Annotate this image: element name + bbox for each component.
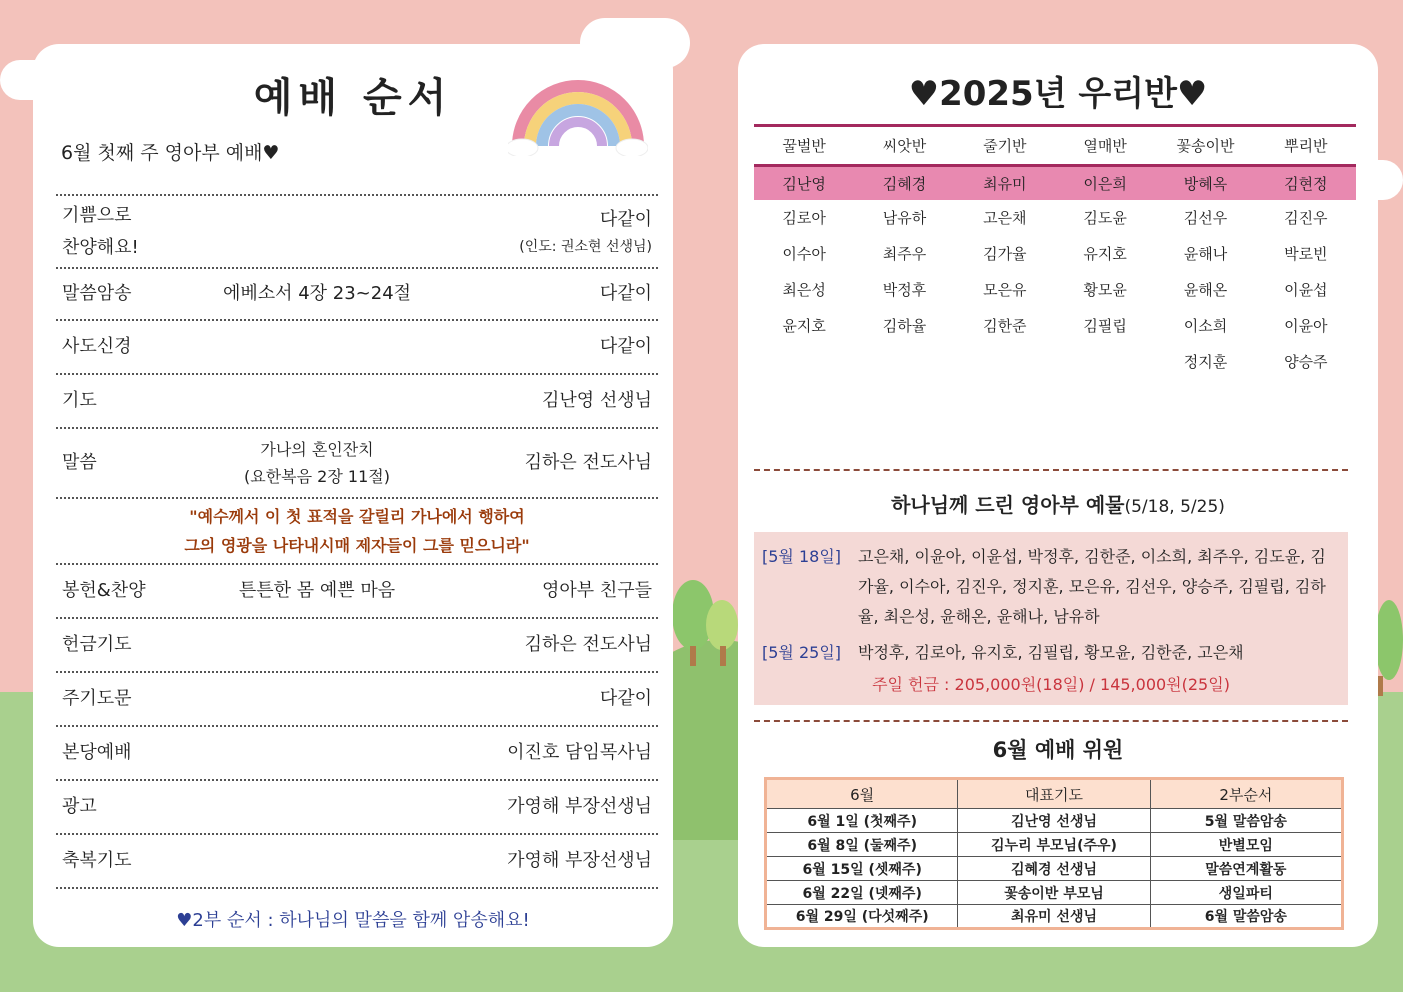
offering-names: 고은채, 이윤아, 이윤섭, 박정후, 김한준, 이소희, 최주우, 김도윤, 김가율, 이수아, 김진우, 정지훈, 모은유, 김선우, 양승주, 김필립, 김하율, 최은성, 윤해온, 윤해나, 남유하 — [858, 547, 1326, 626]
duty-program: 반별모임 — [1150, 833, 1342, 857]
rainbow-icon — [508, 76, 648, 156]
duty-header: 대표기도 — [958, 779, 1150, 809]
order-leader: 다같이 — [599, 688, 652, 710]
offering-title — [738, 489, 1378, 518]
sermon-reference: (요한복음 2장 11절) — [244, 467, 390, 486]
order-row — [56, 194, 658, 267]
duty-row — [766, 881, 1343, 905]
duty-program: 5월 말씀암송 — [1150, 809, 1342, 833]
teacher-name: 이은희 — [1055, 166, 1155, 200]
verse-line: 그의 영광을 나타내시매 제자들이 그를 믿으니라" — [184, 536, 530, 555]
student-name — [1055, 344, 1155, 380]
class-title: ♥2025년 우리반♥ — [908, 74, 1208, 114]
student-name: 황모윤 — [1083, 281, 1127, 299]
student-name: 김진우 — [1284, 209, 1328, 227]
student-name: 이윤섭 — [1284, 281, 1328, 299]
student-name: 윤해온 — [1183, 281, 1228, 299]
order-item: 본당예배 — [62, 742, 132, 764]
teacher-name: 김난영 — [754, 166, 854, 200]
order-item: 말씀암송 — [62, 283, 132, 305]
order-leader: 김하은 전도사님 — [524, 634, 652, 656]
duty-date: 6월 29일 (다섯째주) — [766, 905, 958, 929]
order-leader: 김하은 전도사님 — [524, 452, 652, 474]
duty-program: 생일파티 — [1150, 881, 1342, 905]
order-row — [56, 563, 658, 617]
duty-row — [766, 833, 1343, 857]
tree-decoration — [672, 580, 742, 670]
offering-names: 박정후, 김로아, 유지호, 김필립, 황모윤, 김한준, 고은채 — [858, 643, 1244, 662]
order-item: 광고 — [62, 796, 97, 818]
order-content: 에베소서 4장 23~24절 — [222, 282, 412, 304]
teacher-name: 최유미 — [955, 166, 1055, 200]
teacher-row — [754, 166, 1356, 200]
student-row — [754, 344, 1356, 380]
student-name: 양승주 — [1284, 353, 1328, 371]
student-name: 박로빈 — [1284, 245, 1328, 263]
duty-row — [766, 857, 1343, 881]
student-name: 김필립 — [1083, 317, 1127, 335]
order-row — [56, 779, 658, 833]
student-name: 김한준 — [983, 317, 1027, 335]
order-row — [56, 267, 658, 319]
offering-total: 주일 헌금 : 205,000원(18일) / 145,000원(25일) — [872, 675, 1230, 694]
order-item: 기쁨으로 — [62, 205, 132, 226]
order-row — [56, 617, 658, 671]
bible-verse — [56, 497, 658, 563]
order-item: 찬양해요! — [62, 236, 139, 258]
order-leader: 김난영 선생님 — [541, 390, 652, 412]
offering-row — [762, 638, 1340, 668]
offering-title-text: 하나님께 드린 영아부 예물 — [891, 493, 1125, 517]
student-name: 유지호 — [1083, 245, 1127, 263]
duty-prayer: 김혜경 선생님 — [958, 857, 1150, 881]
order-item: 헌금기도 — [62, 634, 132, 656]
class-info-panel — [738, 44, 1378, 947]
student-row — [754, 272, 1356, 308]
offering-date: [5월 18일] — [762, 547, 842, 566]
class-roster-table — [754, 124, 1356, 380]
order-item: 사도신경 — [62, 336, 132, 358]
student-name: 김하율 — [882, 317, 927, 335]
student-name: 이소희 — [1183, 317, 1228, 335]
student-name — [955, 344, 1055, 380]
order-row — [56, 833, 658, 887]
class-header: 꿀벌반 — [754, 126, 854, 166]
class-header: 줄기반 — [955, 126, 1055, 166]
order-leader: 다같이 — [599, 336, 652, 358]
student-name: 김도윤 — [1083, 209, 1127, 227]
duty-prayer: 김난영 선생님 — [958, 809, 1150, 833]
student-name: 남유하 — [882, 209, 927, 227]
student-name: 박정후 — [882, 281, 927, 299]
duty-table — [764, 777, 1344, 930]
student-name: 김가율 — [983, 245, 1027, 263]
order-leader: 다같이 — [599, 208, 652, 230]
order-leader: 이진호 담임목사님 — [507, 742, 652, 764]
student-name: 고은채 — [983, 209, 1027, 227]
duty-program: 6월 말씀암송 — [1150, 905, 1342, 929]
student-name — [854, 344, 954, 380]
class-header: 뿌리반 — [1256, 126, 1356, 166]
footer-note: ♥2부 순서 : 하나님의 말씀을 함께 암송해요! — [176, 910, 530, 931]
class-header: 씨앗반 — [854, 126, 954, 166]
order-item: 축복기도 — [62, 850, 132, 872]
class-header: 열매반 — [1055, 126, 1155, 166]
tree-decoration — [1375, 600, 1403, 700]
offering-date: [5월 25일] — [762, 643, 842, 662]
duty-date: 6월 15일 (셋째주) — [766, 857, 958, 881]
duty-date: 6월 8일 (둘째주) — [766, 833, 958, 857]
student-row — [754, 236, 1356, 272]
student-name: 모은유 — [983, 281, 1027, 299]
student-name: 최주우 — [882, 245, 927, 263]
order-leader: 가영해 부장선생님 — [507, 850, 652, 872]
offering-box — [754, 532, 1348, 705]
student-row — [754, 308, 1356, 344]
duty-prayer: 김누리 부모님(주우) — [958, 833, 1150, 857]
page-title: 예배 순서 — [253, 75, 453, 121]
offering-row — [762, 542, 1340, 632]
dashed-divider — [754, 720, 1348, 722]
student-name: 김선우 — [1183, 209, 1228, 227]
duty-prayer: 꽃송이반 부모님 — [958, 881, 1150, 905]
order-row — [56, 373, 658, 427]
student-name: 윤해나 — [1183, 245, 1228, 263]
sermon-title: 가나의 혼인잔치 — [260, 439, 374, 459]
order-row — [56, 671, 658, 725]
order-item: 말씀 — [62, 452, 97, 474]
duty-row — [766, 905, 1343, 929]
dashed-divider — [754, 469, 1348, 471]
duty-header: 6월 — [766, 779, 958, 809]
teacher-name: 김혜경 — [854, 166, 954, 200]
teacher-name: 김현정 — [1256, 166, 1356, 200]
duty-title: 6월 예배 위원 — [992, 738, 1124, 762]
order-row — [56, 319, 658, 373]
service-subtitle: 6월 첫째 주 영아부 예배♥ — [61, 142, 280, 164]
student-row — [754, 200, 1356, 236]
offering-dates: (5/18, 5/25) — [1124, 497, 1225, 517]
divider — [56, 887, 658, 889]
student-name: 김로아 — [782, 209, 826, 227]
order-leader-note: (인도: 권소현 선생님) — [519, 239, 652, 255]
student-name: 이수아 — [782, 245, 826, 263]
duty-date: 6월 22일 (넷째주) — [766, 881, 958, 905]
student-name: 이윤아 — [1284, 317, 1328, 335]
order-item: 봉헌&찬양 — [62, 580, 146, 602]
student-name — [754, 344, 854, 380]
order-item: 기도 — [62, 390, 97, 412]
student-name: 최은성 — [782, 281, 826, 299]
student-name: 정지훈 — [1183, 353, 1228, 371]
class-header: 꽃송이반 — [1155, 126, 1255, 166]
order-leader: 다같이 — [599, 283, 652, 305]
order-leader: 영아부 친구들 — [541, 580, 652, 602]
worship-order-panel — [33, 44, 673, 947]
order-leader: 가영해 부장선생님 — [507, 796, 652, 818]
duty-program: 말씀연계활동 — [1150, 857, 1342, 881]
worship-order-table — [56, 194, 658, 889]
duty-header: 2부순서 — [1150, 779, 1342, 809]
teacher-name: 방혜옥 — [1155, 166, 1255, 200]
duty-prayer: 최유미 선생님 — [958, 905, 1150, 929]
student-name: 윤지호 — [782, 317, 826, 335]
verse-line: "예수께서 이 첫 표적을 갈릴리 가나에서 행하여 — [189, 507, 525, 526]
order-row — [56, 427, 658, 497]
order-content: 튼튼한 몸 예쁜 마음 — [238, 579, 396, 601]
order-item: 주기도문 — [62, 688, 132, 710]
duty-date: 6월 1일 (첫째주) — [766, 809, 958, 833]
duty-row — [766, 809, 1343, 833]
order-row — [56, 725, 658, 779]
